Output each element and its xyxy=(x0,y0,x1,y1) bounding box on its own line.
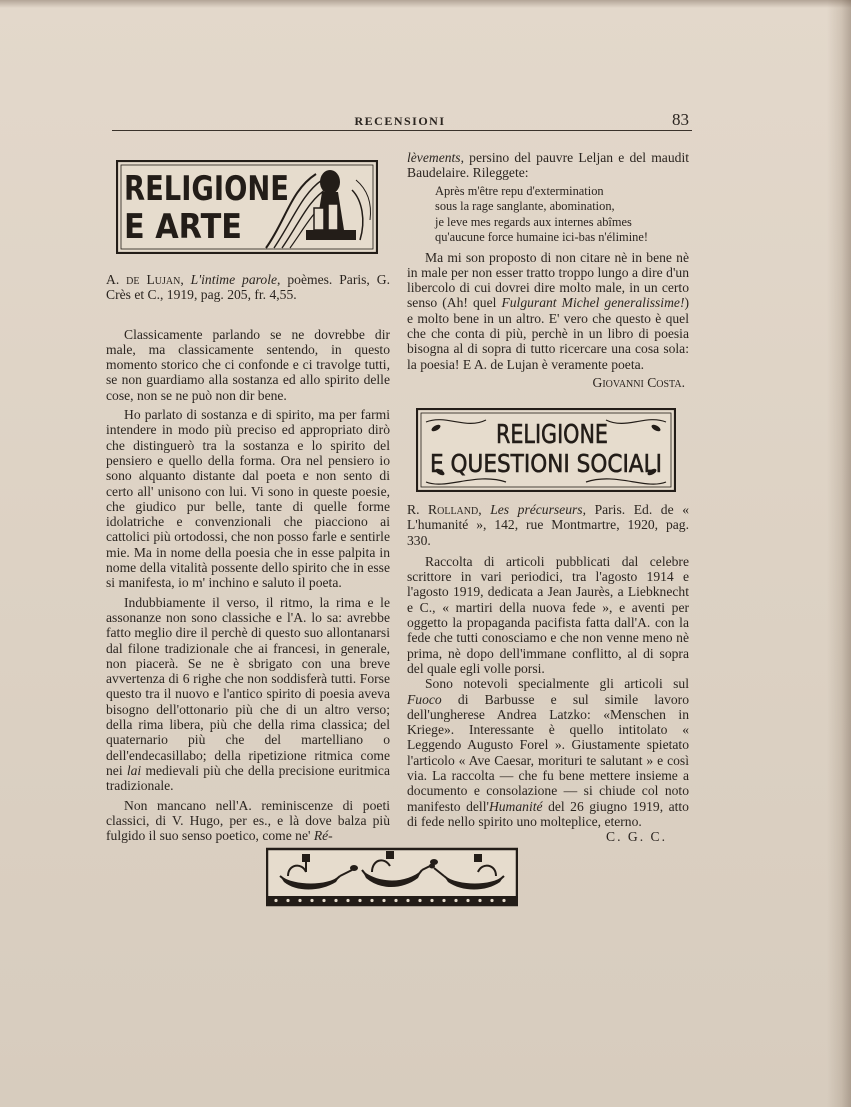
paragraph-italic: Fulgurant Michel generalissime! xyxy=(501,295,685,311)
paragraph-text: Ma mi son proposto di non citare nè in bene nè in male per non esser tratto troppo lungo a dire d'un libercolo di cui dovrei dire molto male, in un certo senso (Ah! quel xyxy=(407,249,689,311)
citation-author: de Lujan xyxy=(126,272,181,287)
review1-paragraph: Classicamente parlando se ne dovrebbe dir male, ma classicamente sentendo, in questo momento storico che ci confonde e ci travolge tutti, se non guardiamo alla sostanza ed allo spirito delle cose, non se ne può non dir bene. xyxy=(106,326,390,403)
verse-line: je leve mes regards aux internes abîmes xyxy=(435,214,632,229)
review1-paragraph xyxy=(407,150,689,181)
header-rule xyxy=(112,130,692,131)
verse-line: qu'aucune force humaine ici-bas n'élimine! xyxy=(435,230,648,245)
review2-signature: C. G. C. xyxy=(606,829,667,845)
citation-details: , poèmes. Paris, G. Crès et C., 1919, pag. 205, fr. 4,55. xyxy=(106,272,390,303)
lamp-ornament xyxy=(266,846,518,908)
religione-arte-emblem xyxy=(116,160,378,254)
page-edge-top xyxy=(0,0,851,8)
verse-quotation xyxy=(407,184,689,246)
running-header: RECENSIONI xyxy=(354,114,446,128)
paragraph-italic: lèvements xyxy=(407,150,461,165)
review1-citation: A. de Lujan, L'intime parole, poèmes. Paris, G. Crès et C., 1919, pag. 205, fr. 4,55. xyxy=(106,272,390,303)
page-number: 83 xyxy=(672,110,689,129)
paragraph-italic: lai xyxy=(126,762,142,778)
paragraph-text: Sono notevoli specialmente gli articoli sul xyxy=(425,676,689,692)
verse-line: sous la rage sanglante, abomination, xyxy=(435,199,615,214)
review2-citation: R. Rolland, Les précurseurs, Paris. Ed. de « L'humanité », 142, rue Montmartre, 1920, pag. 330. xyxy=(407,502,689,548)
review1-paragraph xyxy=(106,595,390,794)
paragraph-text: del 26 giugno 1919, atto di fede nello spirito uno molteplice, eterno. xyxy=(407,798,689,829)
paragraph-italic: Ré- xyxy=(313,828,333,844)
citation-initial: R. xyxy=(407,502,420,517)
review1-right-column xyxy=(407,150,689,390)
citation-title: L'intime parole xyxy=(190,272,278,287)
page-edge-right xyxy=(827,0,851,1107)
emblem-religione-text: RELIGIONE xyxy=(496,420,608,450)
citation-title: Les précurseurs xyxy=(490,502,583,517)
review2-column xyxy=(407,502,689,845)
citation-author: Rolland xyxy=(428,502,479,517)
paragraph-text: di Barbusse e sul simile lavoro dell'ungherese Andrea Latzko: «Menschen in Kriege». Interessante è quello intitolato « Leggendo Augusto Forel ». Giustamente spietato l'articolo « Ave Caesar, morituri te salutant » e così via. La raccolta — che fu bene mettere insieme a documento e consolazione — si chiude col noto manifesto dell' xyxy=(407,691,689,814)
review1-left-column xyxy=(106,272,390,843)
paragraph-text: Indubbiamente il verso, il ritmo, la rima e le assonanze non sono classiche e l'A. lo sa: avrebbe fatto meglio dire il perchè di questo suo allontanarsi dal filone tradizionale che ai francesi, in generale, non piacerà. Se ne è sbrigato con una breve avvertenza di 6 righe che non soddisferà tutti. Forse questo tra il nuovo e l'antico spirito di poesia aveva bisogno dell'ottonario più che di un altro verso; della rima libera, più che della rima classica; del quaternario più che del martelliano o dell'endecasillabo; della ripetizione ritmica come nei xyxy=(106,594,390,778)
review1-paragraph: Ho parlato di sostanza e di spirito, ma per farmi intendere in modo più preciso ed appropriato dirò che distinguerò tra la sostanza e lo spirito del pensiero e quello della forma. Ora nel pensiero io sono alquanto distante dal poeta e non sento di certo all' unisono con lui. Vi sono in queste poesie, che giudico pur belle, tante di quelle forme idolatriche e convenzionali che piacciono ai cattolici più ortodossi, che non posso farle e sentirle mie. Ma in nome della poesia che in esse palpita in nome della vitalità possente dello spirito che in esse si manifesta, io m' inchino e saluto il poeta. xyxy=(106,407,390,591)
review1-paragraph xyxy=(106,798,390,844)
emblem-arte-text: E ARTE xyxy=(124,207,242,247)
paragraph-text: , persino del pauvre Leljan e del maudit Baudelaire. Rileggete: xyxy=(407,150,689,181)
citation-initial: A. xyxy=(106,272,120,287)
citation-details: , Paris. Ed. de « L'humanité », 142, rue Montmartre, 1920, pag. 330. xyxy=(407,502,689,548)
emblem-questioni-sociali-text: E QUESTIONI SOCIALI xyxy=(430,449,662,478)
review2-paragraph xyxy=(407,676,689,829)
paragraph-italic: Fuoco xyxy=(407,691,442,707)
paragraph-text: Non mancano nell'A. reminiscenze di poeti classici, di V. Hugo, per es., e là dove balza più fulgido il suo senso poetico, come ne' xyxy=(106,797,390,844)
emblem-religione-text: RELIGIONE xyxy=(124,169,289,209)
verse-line: Après m'être repu d'extermination xyxy=(435,183,604,198)
paragraph-text: medievali più che della precisione euritmica tradizionale. xyxy=(106,762,390,794)
review1-signature: Giovanni Costa. xyxy=(592,374,685,390)
religione-questioni-sociali-emblem xyxy=(416,408,676,492)
review2-paragraph: Raccolta di articoli pubblicati dal celebre scrittore in vari periodici, tra l'agosto 1914 e l'agosto 1919, dedicata a Jean Jaurès, a Liebknecht e C., « martiri della nuova fede », e aventi per oggetto la propaganda pacifista fatta dall'A. con la fede che tutti conosciamo e che non venne meno nè prima, nè dopo dell'immane conflitto, al di sopra del quale egli volle porsi. xyxy=(407,553,689,676)
paragraph-italic: Humanité xyxy=(488,798,543,814)
paragraph-text: ) e molto bene in un altro. E' vero che questo è quel che che conta di più, perchè in un libro di poesia bisogna al di sopra di tutto ricercare una cosa sola: la poesia! E A. de Lujan è veramente poeta. xyxy=(407,295,689,372)
review1-paragraph xyxy=(407,250,689,372)
